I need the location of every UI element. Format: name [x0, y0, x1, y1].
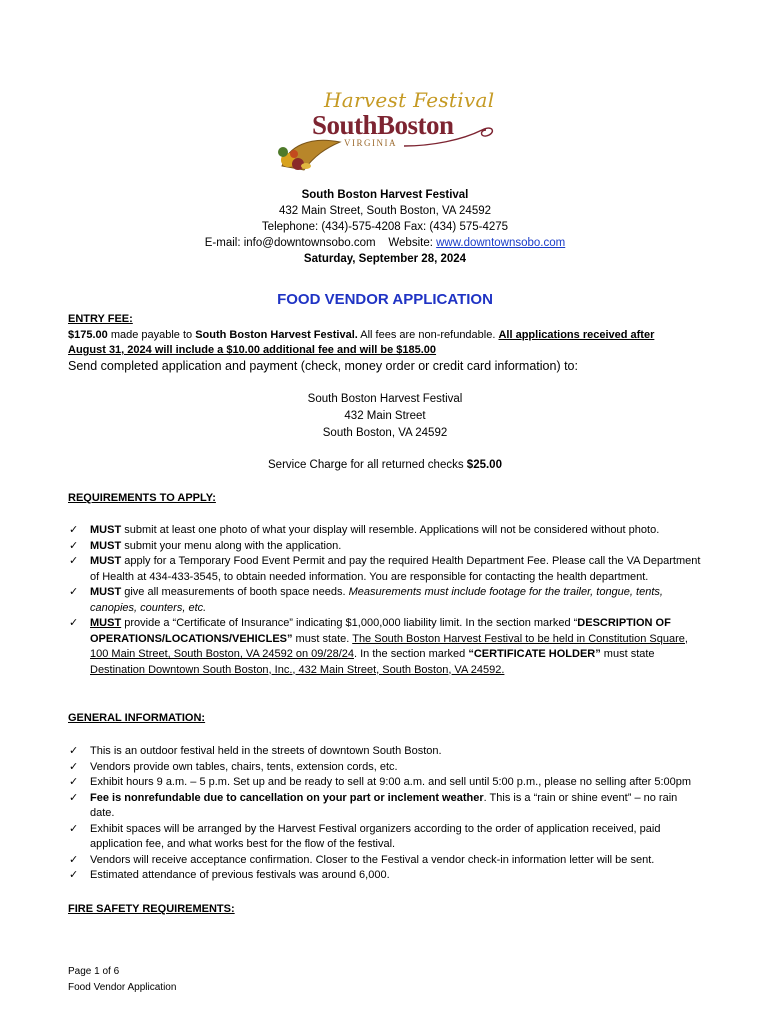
- page-title: FOOD VENDOR APPLICATION: [277, 291, 493, 308]
- must-label: MUST: [90, 555, 122, 567]
- requirement-text: give all measurements of booth space needs.: [121, 586, 349, 598]
- late-fee-line1: All applications received after: [498, 328, 655, 341]
- checkmark-icon: ✓: [69, 539, 79, 552]
- list-item: [68, 554, 704, 585]
- footer-doc-name: Food Vendor Application: [68, 981, 177, 993]
- requirement-text: provide a “Certificate of Insurance” indicating $1,000,000 liability limit. In the section marked “: [121, 617, 578, 629]
- requirement-text: submit your menu along with the application.: [121, 539, 342, 552]
- requirement-note: Measurements must include footage for the trailer, tongue, tents, canopies, counters, etc.: [90, 586, 663, 614]
- checkmark-icon: ✓: [69, 776, 79, 788]
- general-text: This is an outdoor festival held in the streets of downtown South Boston.: [90, 745, 442, 757]
- festival-logo: [272, 88, 500, 172]
- logo-main-text: SouthBoston: [312, 110, 454, 140]
- list-item: [68, 853, 704, 869]
- general-text: Vendors provide own tables, chairs, tents, extension cords, etc.: [90, 760, 398, 773]
- general-heading: GENERAL INFORMATION:: [68, 712, 206, 724]
- swirl-icon: [402, 120, 498, 150]
- send-instructions: Send completed application and payment (check, money order or credit card information) to:: [68, 358, 578, 373]
- requirements-list: [68, 523, 704, 678]
- org-address: 432 Main Street, South Boston, VA 24592: [278, 205, 492, 217]
- checkmark-icon: ✓: [69, 869, 79, 881]
- entry-fee-payable: made payable to: [107, 328, 196, 341]
- fire-safety-heading: FIRE SAFETY REQUIREMENTS:: [68, 903, 235, 915]
- page-number: Page 1 of 6: [68, 966, 120, 977]
- requirement-location: The South Boston Harvest Festival to be held in Constitution Square, 100 Main Street, South Boston, VA 24592 on 09/28/24: [90, 632, 688, 660]
- requirement-text: must state.: [292, 632, 353, 645]
- entry-fee-nonrefund: All fees are non-refundable.: [357, 328, 499, 341]
- event-date: Saturday, September 28, 2024: [303, 253, 467, 265]
- service-charge-text: Service Charge for all returned checks: [268, 459, 467, 471]
- website-label: Website:: [388, 237, 433, 249]
- checkmark-icon: ✓: [69, 524, 79, 536]
- list-item: [68, 585, 704, 616]
- list-item: [68, 822, 704, 853]
- entry-fee-amount: $175.00: [68, 328, 108, 341]
- checkmark-icon: ✓: [69, 745, 79, 757]
- general-text: Estimated attendance of previous festivals was around 6,000.: [90, 869, 390, 881]
- list-item: [68, 775, 704, 791]
- entry-fee-section: [68, 312, 708, 374]
- general-text-bold: Fee is nonrefundable due to cancellation on your part or inclement weather: [90, 791, 484, 804]
- must-label: MUST: [90, 539, 122, 552]
- list-item: [68, 791, 704, 822]
- must-label: MUST: [90, 586, 122, 598]
- entry-fee-payee: South Boston Harvest Festival.: [195, 328, 358, 341]
- general-text: Vendors will receive acceptance confirmation. Closer to the Festival a vendor check-in information letter will be sent.: [90, 853, 655, 866]
- service-charge: [0, 458, 770, 474]
- checkmark-icon: ✓: [69, 791, 79, 804]
- website-link[interactable]: www.downtownsobo.com: [436, 237, 566, 249]
- entry-fee-heading: ENTRY FEE:: [68, 313, 133, 325]
- service-charge-amount: $25.00: [466, 459, 502, 471]
- org-phone: Telephone: (434)-575-4208 Fax: (434) 575-4275: [261, 221, 509, 233]
- list-item: [68, 523, 704, 539]
- general-list: [68, 744, 704, 884]
- requirement-text: submit at least one photo of what your display will resemble. Applications will not be considered without photo.: [121, 524, 660, 536]
- list-item: [68, 744, 704, 760]
- org-name: South Boston Harvest Festival: [301, 189, 469, 201]
- requirement-holder: Destination Downtown South Boston, Inc., 432 Main Street, South Boston, VA 24592.: [90, 663, 505, 676]
- page-footer: [68, 964, 176, 995]
- org-contact-line: [0, 236, 770, 252]
- requirement-section-name: DESCRIPTION OF OPERATIONS/LOCATIONS/VEHICLES”: [90, 617, 671, 645]
- must-label: MUST: [90, 617, 122, 629]
- general-text: Exhibit hours 9 a.m. – 5 p.m. Set up and be ready to sell at 9:00 a.m. and sell until 5:00 p.m., please no selling after 5:00pm: [90, 776, 692, 788]
- checkmark-icon: ✓: [69, 853, 79, 866]
- entry-fee-line: [68, 328, 708, 344]
- requirement-text: . In the section marked: [354, 648, 469, 660]
- requirement-section-name: “CERTIFICATE HOLDER”: [468, 648, 601, 660]
- mail-address-line2: 432 Main Street: [344, 410, 426, 422]
- checkmark-icon: ✓: [69, 586, 79, 598]
- checkmark-icon: ✓: [69, 760, 79, 773]
- must-label: MUST: [90, 524, 122, 536]
- requirement-text: apply for a Temporary Food Event Permit and pay the required Health Department Fee. Please call the VA Department of Health at 434-433-3545, to obtain needed information. You are responsible for contacting the health department.: [90, 555, 701, 583]
- mail-address-line3: South Boston, VA 24592: [322, 427, 448, 439]
- checkmark-icon: ✓: [69, 822, 79, 835]
- list-item: [68, 616, 704, 678]
- logo-script-text: Harvest Festival: [324, 88, 495, 112]
- requirements-heading: REQUIREMENTS TO APPLY:: [68, 492, 216, 504]
- general-text: . This is a “rain or shine event” – no rain date.: [90, 791, 678, 819]
- mail-address-line1: South Boston Harvest Festival: [307, 393, 463, 405]
- checkmark-icon: ✓: [69, 555, 79, 567]
- logo-sub-text: VIRGINIA: [344, 138, 397, 148]
- checkmark-icon: ✓: [69, 617, 79, 629]
- list-item: [68, 539, 704, 555]
- general-text: Exhibit spaces will be arranged by the Harvest Festival organizers according to the order of application received, paid application fee, and what works best for the flow of the festival.: [90, 822, 661, 850]
- org-email: E-mail: info@downtownsobo.com: [204, 237, 376, 249]
- late-fee-line2: August 31, 2024 will include a $10.00 additional fee and will be $185.00: [68, 344, 437, 356]
- list-item: [68, 760, 704, 776]
- requirement-text: must state: [600, 648, 655, 660]
- list-item: [68, 868, 704, 884]
